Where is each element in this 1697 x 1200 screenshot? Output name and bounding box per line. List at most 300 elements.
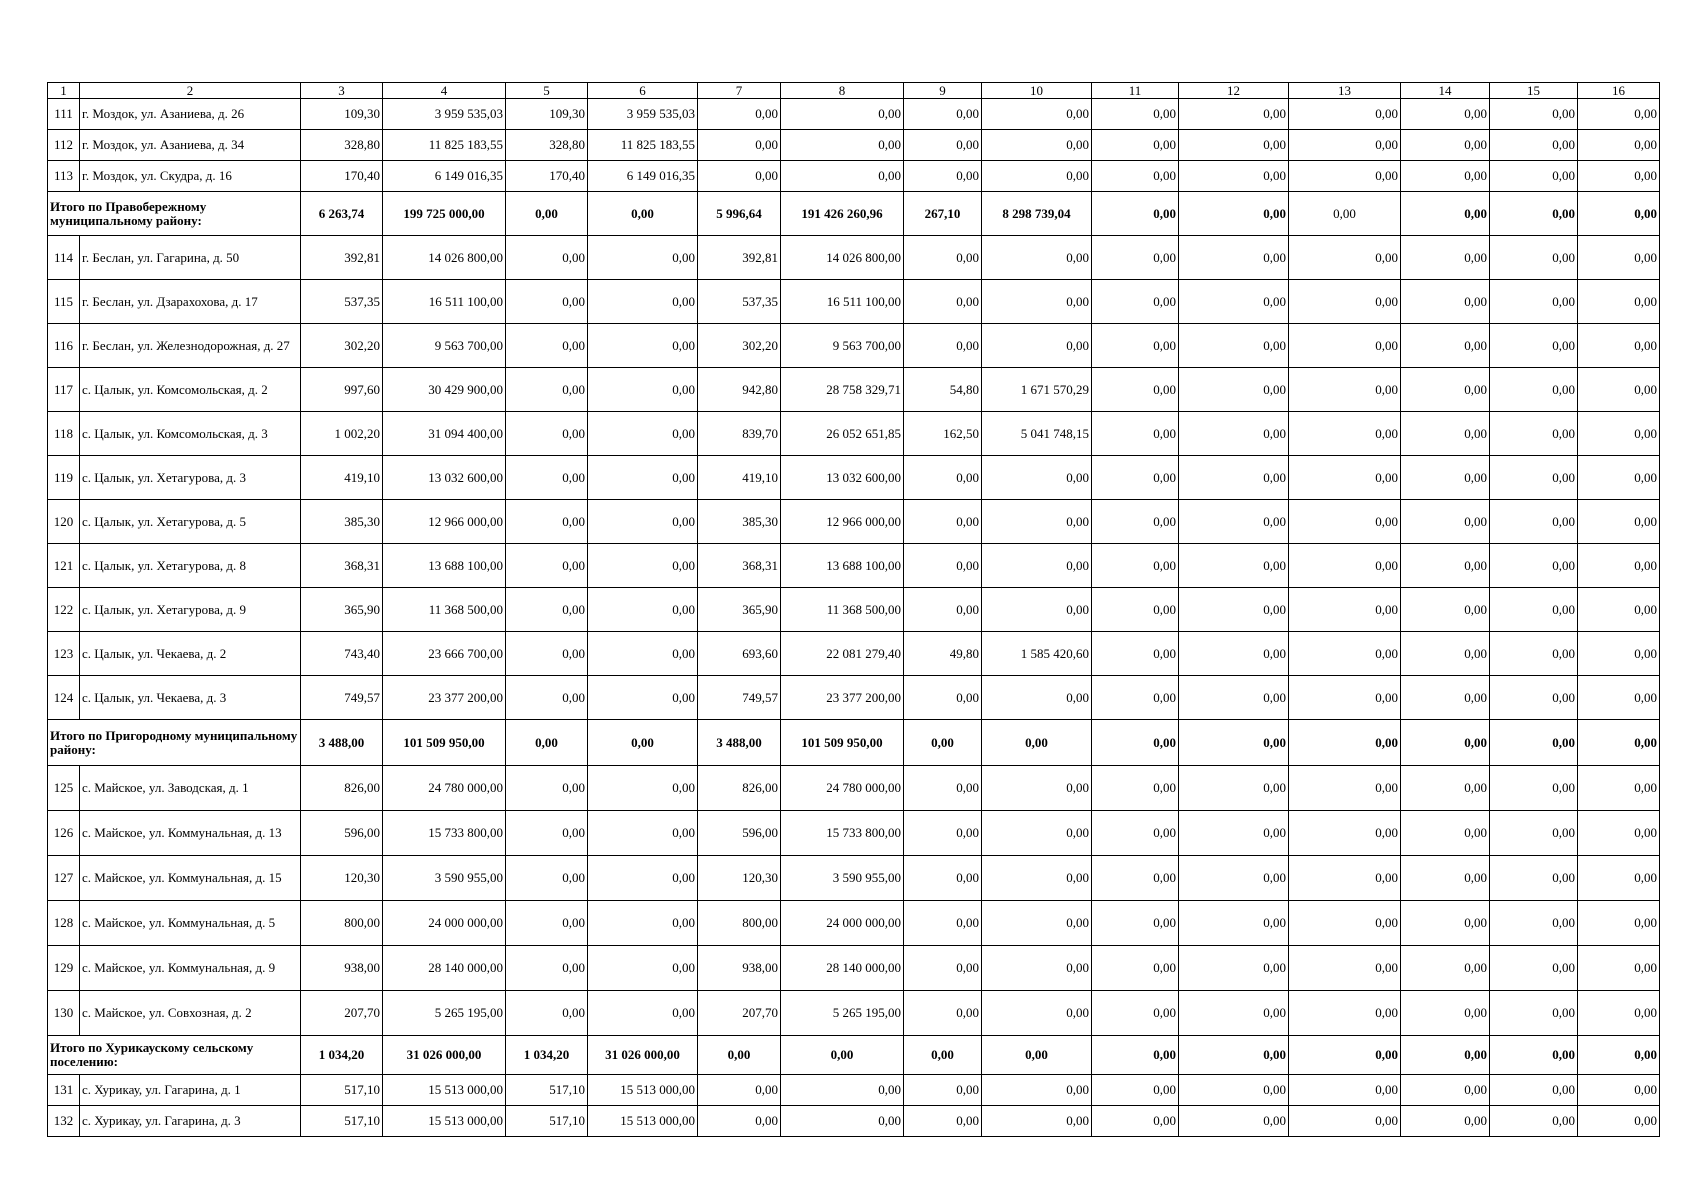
value-cell: 0,00 bbox=[1490, 412, 1578, 456]
value-cell: 162,50 bbox=[904, 412, 982, 456]
value-cell: 0,00 bbox=[588, 901, 698, 946]
value-cell: 0,00 bbox=[1578, 1075, 1660, 1106]
column-header: 1 bbox=[48, 83, 80, 99]
value-cell: 0,00 bbox=[1092, 1106, 1179, 1137]
column-header: 2 bbox=[80, 83, 301, 99]
value-cell: 5 265 195,00 bbox=[781, 991, 904, 1036]
value-cell: 0,00 bbox=[1490, 632, 1578, 676]
value-cell: 0,00 bbox=[781, 1106, 904, 1137]
column-header: 16 bbox=[1578, 83, 1660, 99]
value-cell: 328,80 bbox=[301, 130, 383, 161]
value-cell: 517,10 bbox=[301, 1075, 383, 1106]
value-cell: 0,00 bbox=[982, 588, 1092, 632]
value-cell: 0,00 bbox=[982, 99, 1092, 130]
column-header: 10 bbox=[982, 83, 1092, 99]
value-cell: 938,00 bbox=[698, 946, 781, 991]
value-cell: 0,00 bbox=[1092, 236, 1179, 280]
value-cell: 0,00 bbox=[1092, 456, 1179, 500]
table-row bbox=[48, 500, 1660, 544]
value-cell: 0,00 bbox=[1578, 368, 1660, 412]
value-cell: 0,00 bbox=[1092, 856, 1179, 901]
subtotal-cell: 0,00 bbox=[1401, 720, 1490, 766]
value-cell: 749,57 bbox=[301, 676, 383, 720]
value-cell: 11 368 500,00 bbox=[781, 588, 904, 632]
value-cell: 12 966 000,00 bbox=[781, 500, 904, 544]
subtotal-cell: 0,00 bbox=[1179, 720, 1289, 766]
subtotal-cell: 0,00 bbox=[1092, 720, 1179, 766]
subtotal-cell: 0,00 bbox=[904, 720, 982, 766]
subtotal-cell: 0,00 bbox=[506, 192, 588, 236]
table-row bbox=[48, 161, 1660, 192]
value-cell: 5 265 195,00 bbox=[383, 991, 506, 1036]
value-cell: 6 149 016,35 bbox=[383, 161, 506, 192]
value-cell: 0,00 bbox=[1490, 1075, 1578, 1106]
row-number: 122 bbox=[48, 588, 80, 632]
value-cell: 12 966 000,00 bbox=[383, 500, 506, 544]
address-cell: с. Цалык, ул. Хетагурова, д. 9 bbox=[80, 588, 301, 632]
table-row bbox=[48, 676, 1660, 720]
value-cell: 0,00 bbox=[1490, 280, 1578, 324]
value-cell: 0,00 bbox=[1179, 412, 1289, 456]
value-cell: 13 032 600,00 bbox=[781, 456, 904, 500]
value-cell: 0,00 bbox=[1289, 811, 1401, 856]
table-row bbox=[48, 991, 1660, 1036]
value-cell: 54,80 bbox=[904, 368, 982, 412]
subtotal-cell: 31 026 000,00 bbox=[383, 1036, 506, 1075]
address-cell: с. Майское, ул. Заводская, д. 1 bbox=[80, 766, 301, 811]
value-cell: 0,00 bbox=[1578, 676, 1660, 720]
value-cell: 0,00 bbox=[506, 632, 588, 676]
value-cell: 0,00 bbox=[904, 280, 982, 324]
value-cell: 1 002,20 bbox=[301, 412, 383, 456]
row-number: 131 bbox=[48, 1075, 80, 1106]
value-cell: 385,30 bbox=[698, 500, 781, 544]
value-cell: 9 563 700,00 bbox=[781, 324, 904, 368]
value-cell: 16 511 100,00 bbox=[781, 280, 904, 324]
value-cell: 0,00 bbox=[1179, 544, 1289, 588]
value-cell: 0,00 bbox=[904, 161, 982, 192]
row-number: 118 bbox=[48, 412, 80, 456]
subtotal-cell: 0,00 bbox=[506, 720, 588, 766]
value-cell: 0,00 bbox=[1490, 588, 1578, 632]
value-cell: 0,00 bbox=[506, 412, 588, 456]
subtotal-cell: 199 725 000,00 bbox=[383, 192, 506, 236]
value-cell: 997,60 bbox=[301, 368, 383, 412]
row-number: 132 bbox=[48, 1106, 80, 1137]
value-cell: 0,00 bbox=[588, 368, 698, 412]
value-cell: 0,00 bbox=[1179, 811, 1289, 856]
value-cell: 0,00 bbox=[1490, 324, 1578, 368]
value-cell: 0,00 bbox=[982, 130, 1092, 161]
value-cell: 0,00 bbox=[506, 901, 588, 946]
value-cell: 0,00 bbox=[1578, 544, 1660, 588]
value-cell: 11 825 183,55 bbox=[588, 130, 698, 161]
value-cell: 0,00 bbox=[1401, 368, 1490, 412]
value-cell: 0,00 bbox=[904, 588, 982, 632]
value-cell: 0,00 bbox=[1092, 991, 1179, 1036]
value-cell: 0,00 bbox=[1490, 236, 1578, 280]
value-cell: 0,00 bbox=[506, 766, 588, 811]
value-cell: 0,00 bbox=[982, 856, 1092, 901]
value-cell: 0,00 bbox=[1092, 588, 1179, 632]
value-cell: 392,81 bbox=[698, 236, 781, 280]
value-cell: 24 000 000,00 bbox=[781, 901, 904, 946]
value-cell: 207,70 bbox=[301, 991, 383, 1036]
value-cell: 0,00 bbox=[1578, 991, 1660, 1036]
value-cell: 0,00 bbox=[1179, 130, 1289, 161]
value-cell: 3 590 955,00 bbox=[383, 856, 506, 901]
table-row bbox=[48, 766, 1660, 811]
value-cell: 0,00 bbox=[1289, 856, 1401, 901]
value-cell: 0,00 bbox=[1401, 324, 1490, 368]
value-cell: 0,00 bbox=[1289, 236, 1401, 280]
value-cell: 0,00 bbox=[1578, 280, 1660, 324]
subtotal-cell: 0,00 bbox=[1179, 1036, 1289, 1075]
value-cell: 0,00 bbox=[506, 676, 588, 720]
value-cell: 0,00 bbox=[506, 544, 588, 588]
value-cell: 0,00 bbox=[1401, 946, 1490, 991]
value-cell: 0,00 bbox=[1179, 280, 1289, 324]
value-cell: 0,00 bbox=[1289, 280, 1401, 324]
value-cell: 0,00 bbox=[1401, 280, 1490, 324]
value-cell: 368,31 bbox=[698, 544, 781, 588]
column-header: 9 bbox=[904, 83, 982, 99]
value-cell: 0,00 bbox=[1289, 544, 1401, 588]
value-cell: 0,00 bbox=[904, 324, 982, 368]
subtotal-cell: 267,10 bbox=[904, 192, 982, 236]
value-cell: 0,00 bbox=[904, 811, 982, 856]
value-cell: 0,00 bbox=[982, 500, 1092, 544]
value-cell: 0,00 bbox=[1578, 766, 1660, 811]
row-number: 125 bbox=[48, 766, 80, 811]
value-cell: 517,10 bbox=[301, 1106, 383, 1137]
value-cell: 6 149 016,35 bbox=[588, 161, 698, 192]
address-cell: с. Майское, ул. Коммунальная, д. 13 bbox=[80, 811, 301, 856]
value-cell: 0,00 bbox=[506, 811, 588, 856]
value-cell: 0,00 bbox=[904, 766, 982, 811]
value-cell: 0,00 bbox=[1092, 368, 1179, 412]
column-header: 14 bbox=[1401, 83, 1490, 99]
subtotal-cell: 0,00 bbox=[1401, 192, 1490, 236]
value-cell: 0,00 bbox=[1179, 901, 1289, 946]
value-cell: 31 094 400,00 bbox=[383, 412, 506, 456]
table-row bbox=[48, 368, 1660, 412]
column-header: 4 bbox=[383, 83, 506, 99]
value-cell: 0,00 bbox=[982, 946, 1092, 991]
row-number: 117 bbox=[48, 368, 80, 412]
value-cell: 0,00 bbox=[904, 856, 982, 901]
value-cell: 0,00 bbox=[1578, 946, 1660, 991]
value-cell: 0,00 bbox=[1490, 811, 1578, 856]
value-cell: 0,00 bbox=[588, 544, 698, 588]
value-cell: 0,00 bbox=[506, 588, 588, 632]
subtotal-cell: 0,00 bbox=[1289, 1036, 1401, 1075]
value-cell: 0,00 bbox=[1179, 368, 1289, 412]
table-row bbox=[48, 946, 1660, 991]
value-cell: 0,00 bbox=[982, 1106, 1092, 1137]
value-cell: 0,00 bbox=[982, 901, 1092, 946]
value-cell: 0,00 bbox=[1289, 368, 1401, 412]
value-cell: 15 733 800,00 bbox=[383, 811, 506, 856]
value-cell: 328,80 bbox=[506, 130, 588, 161]
value-cell: 0,00 bbox=[1289, 130, 1401, 161]
value-cell: 0,00 bbox=[1490, 901, 1578, 946]
value-cell: 0,00 bbox=[904, 99, 982, 130]
row-number: 115 bbox=[48, 280, 80, 324]
row-number: 119 bbox=[48, 456, 80, 500]
subtotal-cell: 0,00 bbox=[904, 1036, 982, 1075]
address-cell: г. Беслан, ул. Гагарина, д. 50 bbox=[80, 236, 301, 280]
address-cell: г. Беслан, ул. Дзарахохова, д. 17 bbox=[80, 280, 301, 324]
value-cell: 0,00 bbox=[588, 412, 698, 456]
value-cell: 0,00 bbox=[1179, 1106, 1289, 1137]
value-cell: 0,00 bbox=[1578, 324, 1660, 368]
subtotal-cell: 0,00 bbox=[781, 1036, 904, 1075]
column-header: 6 bbox=[588, 83, 698, 99]
table-row bbox=[48, 856, 1660, 901]
value-cell: 0,00 bbox=[1179, 632, 1289, 676]
value-cell: 0,00 bbox=[506, 236, 588, 280]
value-cell: 743,40 bbox=[301, 632, 383, 676]
value-cell: 0,00 bbox=[1401, 856, 1490, 901]
table-row bbox=[48, 1075, 1660, 1106]
value-cell: 30 429 900,00 bbox=[383, 368, 506, 412]
value-cell: 0,00 bbox=[1401, 130, 1490, 161]
value-cell: 0,00 bbox=[781, 161, 904, 192]
table-row bbox=[48, 632, 1660, 676]
value-cell: 207,70 bbox=[698, 991, 781, 1036]
value-cell: 365,90 bbox=[301, 588, 383, 632]
value-cell: 0,00 bbox=[1289, 161, 1401, 192]
value-cell: 0,00 bbox=[1578, 588, 1660, 632]
value-cell: 11 825 183,55 bbox=[383, 130, 506, 161]
value-cell: 0,00 bbox=[1490, 456, 1578, 500]
value-cell: 109,30 bbox=[301, 99, 383, 130]
value-cell: 0,00 bbox=[588, 236, 698, 280]
value-cell: 0,00 bbox=[1490, 766, 1578, 811]
subtotal-label: Итого по Хурикаускому сельскому поселению: bbox=[48, 1036, 301, 1075]
value-cell: 938,00 bbox=[301, 946, 383, 991]
value-cell: 1 671 570,29 bbox=[982, 368, 1092, 412]
value-cell: 3 590 955,00 bbox=[781, 856, 904, 901]
value-cell: 0,00 bbox=[982, 544, 1092, 588]
subtotal-row bbox=[48, 1036, 1660, 1075]
row-number: 127 bbox=[48, 856, 80, 901]
value-cell: 0,00 bbox=[1490, 856, 1578, 901]
subtotal-row bbox=[48, 720, 1660, 766]
subtotal-cell: 0,00 bbox=[1490, 1036, 1578, 1075]
value-cell: 302,20 bbox=[698, 324, 781, 368]
value-cell: 23 377 200,00 bbox=[383, 676, 506, 720]
column-header: 3 bbox=[301, 83, 383, 99]
value-cell: 0,00 bbox=[698, 99, 781, 130]
subtotal-cell: 1 034,20 bbox=[506, 1036, 588, 1075]
value-cell: 14 026 800,00 bbox=[781, 236, 904, 280]
value-cell: 0,00 bbox=[1289, 456, 1401, 500]
subtotal-cell: 191 426 260,96 bbox=[781, 192, 904, 236]
row-number: 113 bbox=[48, 161, 80, 192]
value-cell: 0,00 bbox=[588, 324, 698, 368]
value-cell: 0,00 bbox=[982, 324, 1092, 368]
value-cell: 0,00 bbox=[1578, 161, 1660, 192]
value-cell: 0,00 bbox=[1179, 676, 1289, 720]
column-header: 12 bbox=[1179, 83, 1289, 99]
value-cell: 0,00 bbox=[1092, 161, 1179, 192]
table-row bbox=[48, 588, 1660, 632]
value-cell: 0,00 bbox=[1401, 99, 1490, 130]
value-cell: 0,00 bbox=[1092, 544, 1179, 588]
subtotal-cell: 0,00 bbox=[1578, 192, 1660, 236]
value-cell: 0,00 bbox=[506, 500, 588, 544]
value-cell: 0,00 bbox=[1289, 1106, 1401, 1137]
value-cell: 0,00 bbox=[982, 456, 1092, 500]
table-row bbox=[48, 901, 1660, 946]
value-cell: 0,00 bbox=[1490, 130, 1578, 161]
address-cell: с. Майское, ул. Совхозная, д. 2 bbox=[80, 991, 301, 1036]
value-cell: 0,00 bbox=[1490, 500, 1578, 544]
value-cell: 0,00 bbox=[1289, 676, 1401, 720]
value-cell: 0,00 bbox=[506, 991, 588, 1036]
value-cell: 0,00 bbox=[1092, 946, 1179, 991]
value-cell: 0,00 bbox=[1179, 1075, 1289, 1106]
value-cell: 0,00 bbox=[1179, 946, 1289, 991]
value-cell: 13 688 100,00 bbox=[383, 544, 506, 588]
value-cell: 0,00 bbox=[1401, 161, 1490, 192]
value-cell: 0,00 bbox=[781, 130, 904, 161]
value-cell: 0,00 bbox=[506, 456, 588, 500]
value-cell: 0,00 bbox=[1578, 99, 1660, 130]
value-cell: 0,00 bbox=[588, 766, 698, 811]
value-cell: 0,00 bbox=[982, 236, 1092, 280]
value-cell: 0,00 bbox=[1401, 456, 1490, 500]
value-cell: 749,57 bbox=[698, 676, 781, 720]
value-cell: 0,00 bbox=[904, 130, 982, 161]
value-cell: 0,00 bbox=[982, 280, 1092, 324]
value-cell: 0,00 bbox=[698, 161, 781, 192]
address-cell: с. Цалык, ул. Хетагурова, д. 5 bbox=[80, 500, 301, 544]
value-cell: 15 513 000,00 bbox=[383, 1075, 506, 1106]
value-cell: 0,00 bbox=[1578, 236, 1660, 280]
value-cell: 3 959 535,03 bbox=[383, 99, 506, 130]
value-cell: 0,00 bbox=[1092, 99, 1179, 130]
subtotal-cell: 0,00 bbox=[1401, 1036, 1490, 1075]
value-cell: 28 140 000,00 bbox=[383, 946, 506, 991]
value-cell: 0,00 bbox=[1179, 456, 1289, 500]
value-cell: 0,00 bbox=[588, 946, 698, 991]
address-cell: с. Майское, ул. Коммунальная, д. 15 bbox=[80, 856, 301, 901]
row-number: 124 bbox=[48, 676, 80, 720]
table-row bbox=[48, 324, 1660, 368]
value-cell: 0,00 bbox=[982, 766, 1092, 811]
subtotal-cell: 0,00 bbox=[588, 192, 698, 236]
column-header: 11 bbox=[1092, 83, 1179, 99]
value-cell: 120,30 bbox=[301, 856, 383, 901]
value-cell: 0,00 bbox=[904, 544, 982, 588]
address-cell: с. Майское, ул. Коммунальная, д. 9 bbox=[80, 946, 301, 991]
subtotal-cell: 8 298 739,04 bbox=[982, 192, 1092, 236]
value-cell: 170,40 bbox=[506, 161, 588, 192]
row-number: 126 bbox=[48, 811, 80, 856]
value-cell: 0,00 bbox=[904, 946, 982, 991]
value-cell: 0,00 bbox=[1289, 946, 1401, 991]
value-cell: 0,00 bbox=[1401, 500, 1490, 544]
value-cell: 28 758 329,71 bbox=[781, 368, 904, 412]
column-header: 8 bbox=[781, 83, 904, 99]
subtotal-cell: 0,00 bbox=[982, 1036, 1092, 1075]
value-cell: 0,00 bbox=[1092, 676, 1179, 720]
value-cell: 392,81 bbox=[301, 236, 383, 280]
value-cell: 0,00 bbox=[904, 500, 982, 544]
value-cell: 0,00 bbox=[1289, 991, 1401, 1036]
value-cell: 368,31 bbox=[301, 544, 383, 588]
value-cell: 16 511 100,00 bbox=[383, 280, 506, 324]
subtotal-cell: 0,00 bbox=[1289, 192, 1401, 236]
column-header: 15 bbox=[1490, 83, 1578, 99]
value-cell: 0,00 bbox=[1578, 1106, 1660, 1137]
subtotal-cell: 0,00 bbox=[1490, 192, 1578, 236]
value-cell: 419,10 bbox=[301, 456, 383, 500]
value-cell: 0,00 bbox=[506, 946, 588, 991]
value-cell: 0,00 bbox=[1578, 500, 1660, 544]
value-cell: 26 052 651,85 bbox=[781, 412, 904, 456]
subtotal-cell: 0,00 bbox=[1289, 720, 1401, 766]
value-cell: 0,00 bbox=[1289, 766, 1401, 811]
subtotal-cell: 0,00 bbox=[1578, 1036, 1660, 1075]
value-cell: 0,00 bbox=[1092, 130, 1179, 161]
value-cell: 0,00 bbox=[588, 991, 698, 1036]
value-cell: 0,00 bbox=[588, 280, 698, 324]
subtotal-cell: 0,00 bbox=[1578, 720, 1660, 766]
value-cell: 0,00 bbox=[1578, 456, 1660, 500]
value-cell: 0,00 bbox=[1092, 412, 1179, 456]
value-cell: 0,00 bbox=[1289, 412, 1401, 456]
value-cell: 0,00 bbox=[506, 324, 588, 368]
value-cell: 9 563 700,00 bbox=[383, 324, 506, 368]
value-cell: 0,00 bbox=[1289, 324, 1401, 368]
value-cell: 0,00 bbox=[1490, 161, 1578, 192]
value-cell: 0,00 bbox=[1289, 588, 1401, 632]
column-header: 13 bbox=[1289, 83, 1401, 99]
column-header: 7 bbox=[698, 83, 781, 99]
value-cell: 0,00 bbox=[1490, 991, 1578, 1036]
row-number: 129 bbox=[48, 946, 80, 991]
value-cell: 0,00 bbox=[1092, 500, 1179, 544]
value-cell: 385,30 bbox=[301, 500, 383, 544]
value-cell: 0,00 bbox=[904, 1106, 982, 1137]
value-cell: 0,00 bbox=[1092, 766, 1179, 811]
value-cell: 0,00 bbox=[588, 456, 698, 500]
value-cell: 0,00 bbox=[1401, 766, 1490, 811]
subtotal-label: Итого по Пригородному муниципальному району: bbox=[48, 720, 301, 766]
value-cell: 0,00 bbox=[1289, 500, 1401, 544]
table-body bbox=[48, 83, 1660, 1137]
value-cell: 0,00 bbox=[588, 500, 698, 544]
value-cell: 0,00 bbox=[1289, 901, 1401, 946]
value-cell: 0,00 bbox=[506, 856, 588, 901]
value-cell: 0,00 bbox=[1179, 991, 1289, 1036]
value-cell: 0,00 bbox=[1401, 412, 1490, 456]
value-cell: 0,00 bbox=[1578, 811, 1660, 856]
subtotal-row bbox=[48, 192, 1660, 236]
row-number: 130 bbox=[48, 991, 80, 1036]
value-cell: 0,00 bbox=[982, 1075, 1092, 1106]
value-cell: 0,00 bbox=[1092, 280, 1179, 324]
value-cell: 517,10 bbox=[506, 1075, 588, 1106]
value-cell: 0,00 bbox=[588, 632, 698, 676]
value-cell: 0,00 bbox=[1490, 99, 1578, 130]
value-cell: 0,00 bbox=[781, 1075, 904, 1106]
address-cell: с. Цалык, ул. Чекаева, д. 3 bbox=[80, 676, 301, 720]
